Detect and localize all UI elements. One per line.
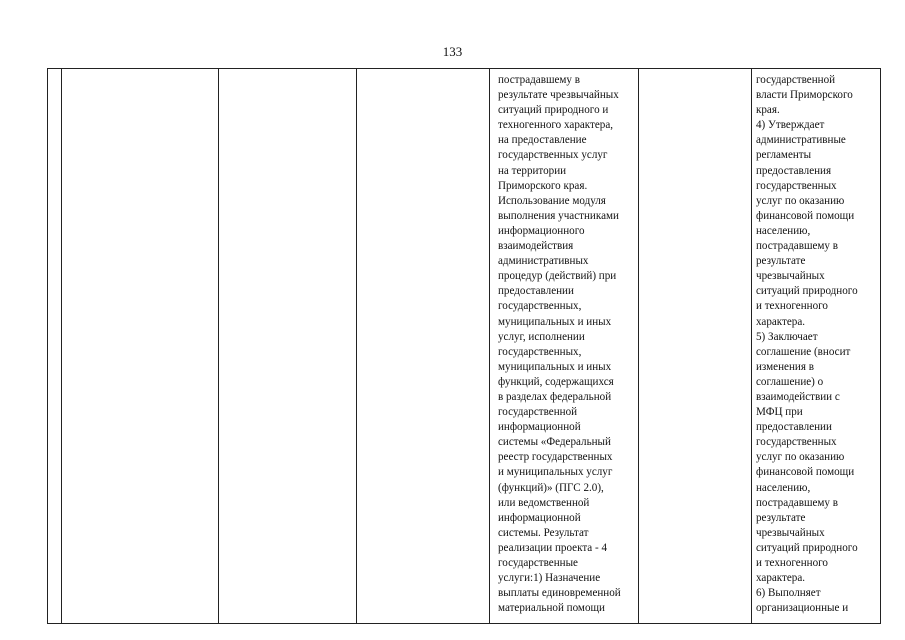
- responsibilities-line: результате: [756, 255, 806, 268]
- table-cell-col3: [219, 69, 357, 624]
- responsibilities-line: ситуаций природного: [756, 541, 858, 554]
- project-description-line: услуг, исполнении: [498, 330, 585, 343]
- project-description-line: техногенного характера,: [498, 119, 614, 132]
- project-description-line: системы «Федеральный: [498, 436, 611, 449]
- project-description-line: информационного: [498, 224, 585, 237]
- project-description-line: Приморского края.: [498, 179, 588, 192]
- responsibilities-line: МФЦ при: [756, 406, 803, 419]
- project-description-line: (функций)» (ПГС 2.0),: [498, 481, 604, 494]
- responsibilities-line: населению,: [756, 224, 811, 237]
- project-description-line: Использование модуля: [498, 194, 606, 207]
- project-description-line: на территории: [498, 164, 567, 177]
- responsibilities-line: населению,: [756, 481, 811, 494]
- responsibilities-line: государственных: [756, 179, 837, 192]
- table-cell-col2: [62, 69, 219, 624]
- responsibilities-line: края.: [756, 104, 780, 117]
- responsibilities-line: предоставления: [756, 164, 832, 177]
- project-description-line: или ведомственной: [498, 496, 590, 509]
- project-description-line: пострадавшему в: [498, 74, 580, 86]
- project-description-line: государственной: [498, 406, 578, 419]
- table-cell-col4: [357, 69, 490, 624]
- responsibilities-line: 4) Утверждает: [756, 119, 825, 132]
- responsibilities-line: взаимодействии с: [756, 390, 840, 403]
- responsibilities-line: услуг по оказанию: [756, 451, 845, 464]
- project-description-line: на предоставление: [498, 134, 587, 147]
- responsibilities-line: и техногенного: [756, 557, 828, 569]
- project-description-line: муниципальных и иных: [498, 360, 612, 373]
- responsibilities-line: предоставлении: [756, 421, 832, 434]
- table-row: [48, 69, 881, 624]
- project-description-line: материальной помощи: [498, 602, 605, 615]
- project-description-line: реестр государственных: [498, 451, 613, 464]
- responsibilities-line: государственной: [756, 74, 836, 86]
- project-description-line: государственных услуг: [498, 149, 608, 162]
- project-description-line: муниципальных и иных: [498, 315, 612, 328]
- responsibilities-line: и техногенного: [756, 300, 828, 313]
- project-description-line: выполнения участниками: [498, 209, 619, 222]
- project-description-line: результате чрезвычайных: [498, 89, 619, 102]
- project-description-line: системы. Результат: [498, 526, 589, 539]
- project-description-line: государственных,: [498, 300, 582, 313]
- project-description-line: государственных,: [498, 345, 582, 358]
- project-description-line: выплаты единовременной: [498, 587, 621, 600]
- table-cell-responsibilities: [752, 69, 881, 624]
- responsibilities-line: административные: [756, 134, 846, 147]
- responsibilities-line: организационные и: [756, 602, 849, 615]
- responsibilities-line: 6) Выполняет: [756, 587, 821, 600]
- responsibilities-line: пострадавшему в: [756, 496, 838, 509]
- responsibilities-line: ситуаций природного: [756, 285, 858, 298]
- table-cell-project-description: [490, 69, 639, 624]
- responsibilities-line: власти Приморского: [756, 89, 853, 102]
- responsibilities-line: чрезвычайных: [756, 526, 825, 539]
- project-description-line: взаимодействия: [498, 240, 574, 253]
- responsibilities-line: чрезвычайных: [756, 270, 825, 283]
- responsibilities-line: 5) Заключает: [756, 330, 818, 343]
- responsibilities-line: пострадавшему в: [756, 240, 838, 253]
- document-table: [47, 68, 881, 624]
- table-cell-col6: [639, 69, 752, 624]
- project-description-line: функций, содержащихся: [498, 375, 614, 388]
- responsibilities-line: услуг по оказанию: [756, 194, 845, 207]
- project-description-line: реализации проекта - 4: [498, 541, 608, 554]
- page-number: 133: [442, 44, 463, 59]
- responsibilities-line: регламенты: [756, 149, 812, 162]
- project-description-line: ситуаций природного и: [498, 104, 609, 117]
- project-description-line: административных: [498, 255, 589, 268]
- responsibilities-line: государственных: [756, 436, 837, 449]
- responsibilities-line: финансовой помощи: [756, 466, 855, 479]
- table-cell-col1: [48, 69, 62, 624]
- responsibilities-line: изменения в: [756, 360, 814, 373]
- responsibilities-line: характера.: [756, 572, 806, 585]
- project-description-line: в разделах федеральной: [498, 390, 612, 403]
- project-description-line: и муниципальных услуг: [498, 466, 613, 479]
- responsibilities-line: соглашение (вносит: [756, 345, 851, 358]
- project-description-line: услуги:1) Назначение: [498, 572, 601, 585]
- project-description-line: информационной: [498, 421, 581, 434]
- project-description-line: государственные: [498, 557, 578, 569]
- responsibilities-line: характера.: [756, 315, 806, 328]
- responsibilities-line: соглашение) о: [756, 375, 824, 388]
- project-description-line: процедур (действий) при: [498, 270, 617, 283]
- project-description-line: предоставлении: [498, 285, 574, 298]
- responsibilities-line: результате: [756, 511, 806, 524]
- project-description-line: информационной: [498, 511, 581, 524]
- responsibilities-line: финансовой помощи: [756, 209, 855, 222]
